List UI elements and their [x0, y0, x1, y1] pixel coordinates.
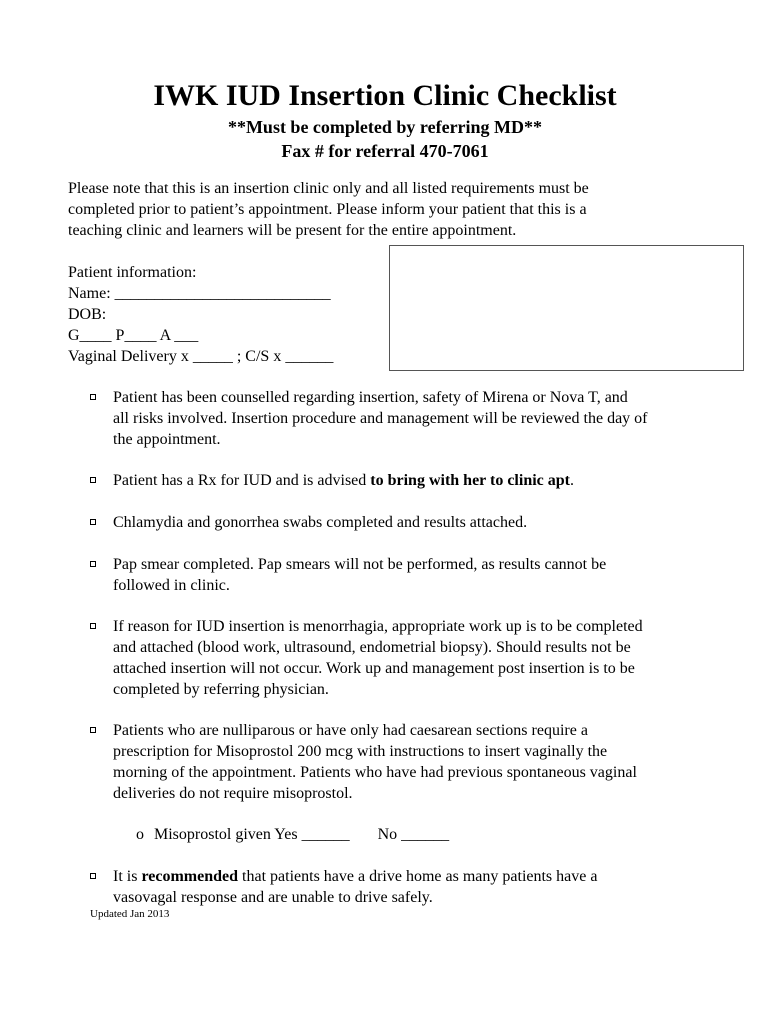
checklist-line: Patient has been counselled regarding insertion, safety of Mirena or Nova T, and — [113, 389, 628, 406]
checkbox-icon — [90, 519, 96, 525]
patient-dob-field: DOB: — [68, 306, 107, 323]
checklist-line: completed by referring physician. — [113, 681, 329, 698]
checkbox-icon — [90, 561, 96, 567]
intro-paragraph — [68, 178, 668, 241]
misoprostol-given-subitem — [136, 824, 449, 845]
checkbox-icon — [90, 394, 96, 400]
misoprostol-yes-field: Misoprostol given Yes ______ — [154, 826, 350, 843]
checklist-line: vasovagal response and are unable to drive safely. — [113, 889, 433, 906]
checklist-text: Patient has a Rx for IUD and is advised — [113, 472, 371, 489]
patient-gpa-field: G____ P____ A ___ — [68, 327, 199, 344]
page-title: IWK IUD Insertion Clinic Checklist — [153, 79, 617, 112]
checklist-line: all risks involved. Insertion procedure and management will be reviewed the day of — [113, 410, 648, 427]
checklist-line: attached insertion will not occur. Work up and management post insertion is to be — [113, 660, 635, 677]
checklist-item-text — [113, 554, 708, 596]
checklist-line: Patients who are nulliparous or have only had caesarean sections require a — [113, 722, 588, 739]
patient-label-box — [389, 245, 744, 371]
checklist-item-text — [113, 512, 708, 533]
circle-bullet-icon: o — [136, 826, 144, 843]
checklist-line — [113, 866, 708, 887]
checklist-line: Pap smear completed. Pap smears will not be performed, as results cannot be — [113, 556, 607, 573]
checklist-line: Chlamydia and gonorrhea swabs completed and results attached. — [113, 514, 528, 531]
checkbox-icon — [90, 873, 96, 879]
checklist-item-text — [113, 387, 708, 450]
checklist-item-text — [113, 616, 708, 700]
checklist-line: the appointment. — [113, 431, 221, 448]
patient-info-section — [68, 262, 388, 367]
patient-name-field: Name: ___________________________ — [68, 285, 331, 302]
updated-date-footer: Updated Jan 2013 — [90, 908, 170, 920]
checklist-bold-text: recommended — [141, 868, 239, 885]
intro-line: completed prior to patient’s appointment. Please inform your patient that this is a — [68, 201, 587, 218]
checklist-bold-text: to bring with her to clinic apt — [370, 472, 570, 489]
checklist-text: It is — [113, 868, 142, 885]
checklist-line: and attached (blood work, ultrasound, endometrial biopsy). Should results not be — [113, 639, 631, 656]
checkbox-icon — [90, 623, 96, 629]
checklist-item-text — [113, 470, 708, 491]
checklist-item-text — [113, 866, 708, 908]
patient-info-heading: Patient information: — [68, 264, 197, 281]
checklist-line: If reason for IUD insertion is menorrhagia, appropriate work up is to be completed — [113, 618, 643, 635]
checklist-line: morning of the appointment. Patients who have had previous spontaneous vaginal — [113, 764, 637, 781]
checkbox-icon — [90, 727, 96, 733]
checkbox-icon — [90, 477, 96, 483]
intro-line: teaching clinic and learners will be present for the entire appointment. — [68, 222, 517, 239]
checklist-line: followed in clinic. — [113, 577, 230, 594]
checklist-text: . — [569, 472, 574, 489]
page-subtitle-fax: Fax # for referral 470-7061 — [281, 141, 489, 161]
intro-line: Please note that this is an insertion clinic only and all listed requirements must be — [68, 180, 589, 197]
page-subtitle-md-required: **Must be completed by referring MD** — [227, 117, 543, 137]
patient-delivery-field: Vaginal Delivery x _____ ; C/S x ______ — [68, 348, 334, 365]
misoprostol-no-field: No ______ — [377, 826, 450, 843]
checklist-line: deliveries do not require misoprostol. — [113, 785, 353, 802]
checklist-item-text — [113, 720, 708, 804]
checklist-line: prescription for Misoprostol 200 mcg with instructions to insert vaginally the — [113, 743, 608, 760]
checklist-text: that patients have a drive home as many patients have a — [238, 868, 598, 885]
